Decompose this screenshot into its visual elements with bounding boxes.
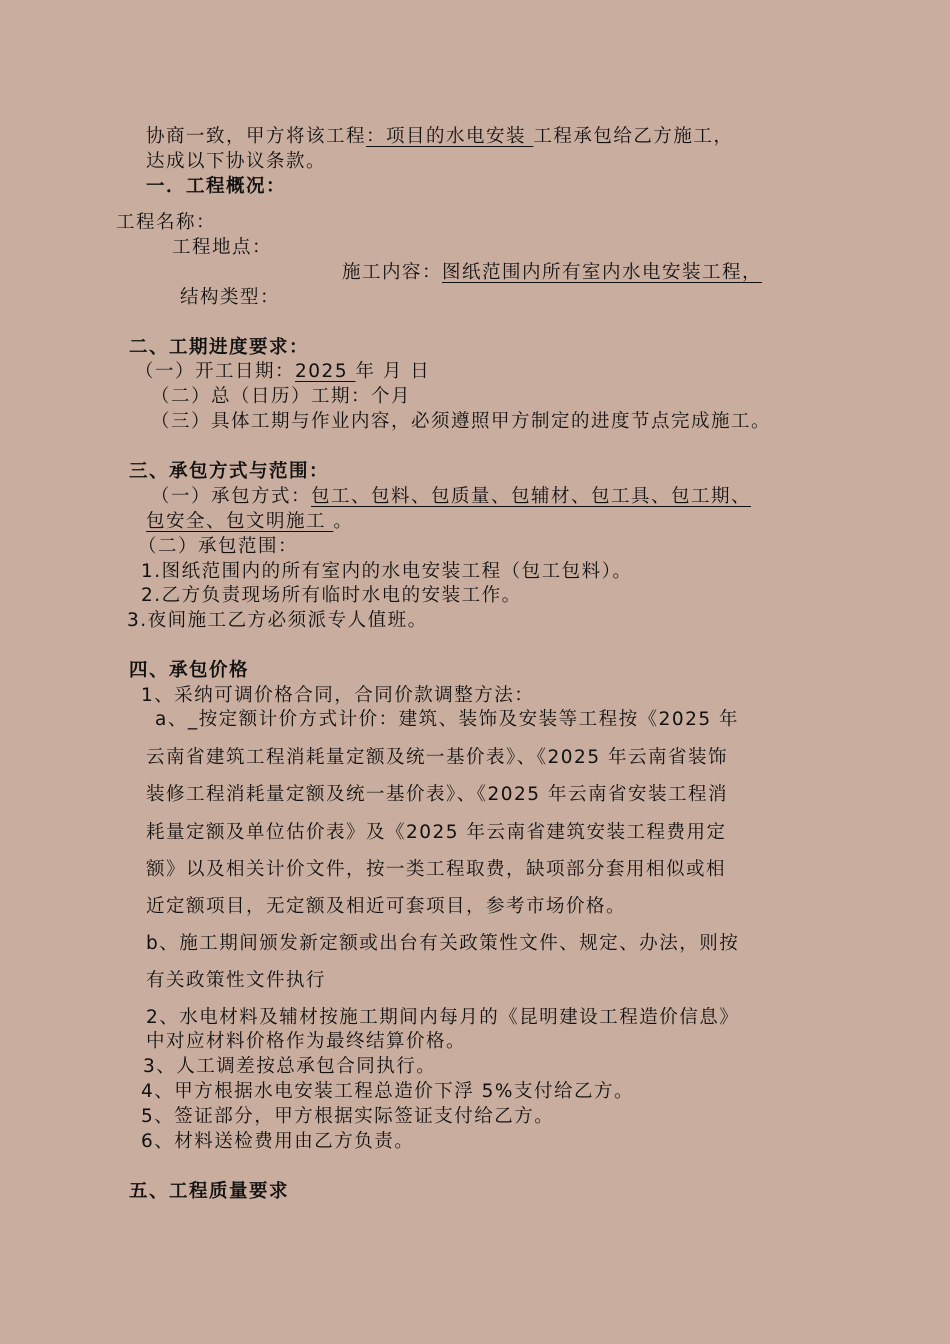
contract-mode-end: 。 (333, 511, 354, 532)
price-item-a-line: 装修工程消耗量定额及统一基价表》、《2025 年云南省安装工程消 (146, 784, 728, 805)
start-date (135, 360, 430, 384)
contract-mode (151, 485, 751, 509)
section-2-heading: 二、工期进度要求： (129, 337, 310, 358)
price-item-a-line: 耗量定额及单位估价表》及《2025 年云南省建筑安装工程费用定 (146, 822, 727, 843)
start-date-label: （一）开工日期： (135, 361, 296, 382)
price-item-2-line: 2、水电材料及辅材按施工期间内每月的《昆明建设工程造价信息》 (146, 1007, 740, 1028)
contract-mode-continued (146, 510, 353, 534)
price-item-4: 4、甲方根据水电安装工程总造价下浮 5%支付给乙方。 (141, 1081, 635, 1102)
scope-item-3: 3.夜间施工乙方必须派专人值班。 (127, 610, 428, 631)
section-1-heading: 一．工程概况： (146, 176, 287, 197)
schedule-detail: （三）具体工期与作业内容，必须遵照甲方制定的进度节点完成施工。 (151, 411, 772, 432)
price-item-3: 3、人工调差按总承包合同执行。 (143, 1056, 437, 1077)
project-name-label: 工程名称： (116, 212, 217, 233)
structure-type-label: 结构类型： (180, 287, 281, 308)
construction-content (342, 261, 762, 285)
start-date-rest: 年 月 日 (355, 361, 431, 382)
price-item-2-line: 中对应材料价格作为最终结算价格。 (146, 1031, 467, 1052)
price-item-a-line: 额》以及相关计价文件，按一类工程取费，缺项部分套用相似或相 (146, 859, 727, 880)
project-name-underlined: ：项目的水电安装 (366, 126, 534, 147)
scope-item-1: 1.图纸范围内的所有室内的水电安装工程（包工包料）。 (141, 561, 633, 582)
intro-text: 协商一致，甲方将该工程 (146, 126, 367, 147)
intro-line-1 (146, 125, 733, 149)
contract-scope-label: （二）承包范围： (138, 536, 299, 557)
contract-mode-value: 包工、包料、包质量、包辅材、包工具、包工期、 (311, 486, 752, 507)
construction-content-label: 施工内容： (342, 262, 443, 283)
total-duration: （二）总（日历）工期：个月 (151, 386, 412, 407)
project-location-label: 工程地点： (172, 237, 273, 258)
intro-text: 工程承包给乙方施工， (533, 126, 734, 147)
price-item-a-line: a、_按定额计价方式计价：建筑、装饰及安装等工程按《2025 年 (155, 709, 740, 730)
price-item-b-line: 有关政策性文件执行 (146, 970, 327, 991)
price-item-b-line: b、施工期间颁发新定额或出台有关政策性文件、规定、办法，则按 (146, 933, 740, 954)
price-item-a-line: 云南省建筑工程消耗量定额及统一基价表》、《2025 年云南省装饰 (146, 747, 728, 768)
price-item-6: 6、材料送检费用由乙方负责。 (141, 1131, 415, 1152)
contract-mode-value: 包安全、包文明施工 (146, 511, 334, 532)
section-5-heading: 五、工程质量要求 (129, 1181, 290, 1202)
start-year: 2025 (295, 361, 356, 382)
intro-line-2: 达成以下协议条款。 (146, 151, 327, 172)
contract-mode-label: （一）承包方式： (151, 486, 312, 507)
section-4-heading: 四、承包价格 (129, 660, 250, 681)
construction-content-value: 图纸范围内所有室内水电安装工程， (442, 262, 763, 283)
price-item-a-line: 近定额项目，无定额及相近可套项目，参考市场价格。 (146, 896, 627, 917)
scope-item-2: 2.乙方负责现场所有临时水电的安装工作。 (141, 585, 522, 606)
price-item-5: 5、签证部分，甲方根据实际签证支付给乙方。 (141, 1106, 555, 1127)
section-3-heading: 三、承包方式与范围： (129, 461, 330, 482)
price-item-1: 1、采纳可调价格合同，合同价款调整方法： (141, 685, 535, 706)
